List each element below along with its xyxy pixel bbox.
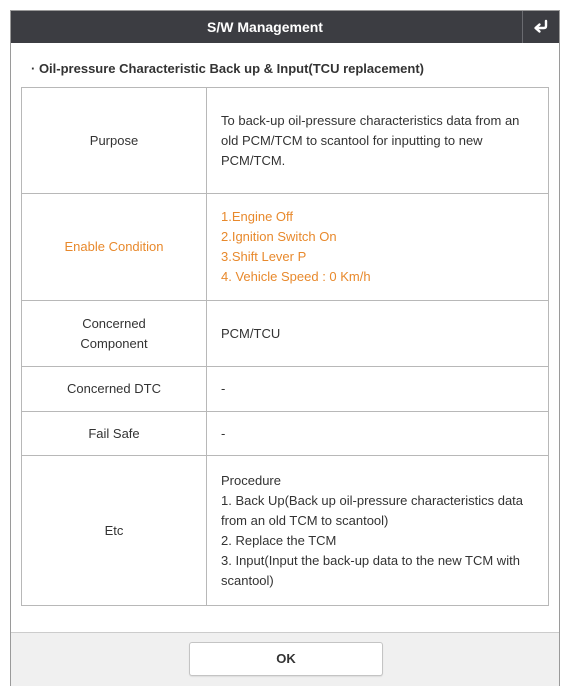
table-row-etc — [22, 456, 549, 606]
condition-line: 4. Vehicle Speed : 0 Km/h — [221, 269, 371, 284]
purpose-value — [207, 88, 549, 194]
concerned-component-label — [22, 301, 207, 367]
purpose-line: PCM/TCM. — [221, 152, 286, 168]
concerned-dtc-label: Concerned DTC — [22, 367, 207, 412]
table-row-fail-safe — [22, 412, 549, 456]
purpose-line: To back-up oil-pressure characteristics data from an — [221, 112, 520, 128]
etc-line: from an old TCM to scantool) — [221, 512, 389, 528]
purpose-line: old PCM/TCM to scantool for inputting to new — [221, 132, 483, 148]
concerned-component-label-line: Concerned — [82, 315, 146, 331]
ok-button[interactable]: OK — [189, 642, 383, 676]
etc-label: Etc — [22, 456, 207, 606]
concerned-component-label-line: Component — [80, 335, 148, 351]
etc-line: 3. Input(Input the back-up data to the new TCM with — [221, 552, 520, 568]
title-bar — [11, 11, 559, 43]
etc-line: Procedure — [221, 472, 281, 488]
dialog-footer — [11, 632, 559, 686]
table-row-enable-condition — [22, 194, 549, 301]
section-heading: · Oil-pressure Characteristic Back up & Input(TCU replacement) — [31, 61, 424, 76]
etc-line: 2. Replace the TCM — [221, 532, 337, 548]
sw-management-dialog — [10, 10, 560, 686]
etc-value — [207, 456, 549, 606]
table-row-concerned-dtc — [22, 367, 549, 412]
enable-condition-label: Enable Condition — [22, 194, 207, 301]
etc-line: scantool) — [221, 572, 274, 588]
fail-safe-value: - — [207, 412, 549, 456]
fail-safe-label: Fail Safe — [22, 412, 207, 456]
enable-condition-value — [207, 194, 549, 301]
return-arrow-icon — [532, 19, 550, 35]
etc-line: 1. Back Up(Back up oil-pressure characteristics data — [221, 492, 524, 508]
purpose-label: Purpose — [22, 88, 207, 194]
condition-line: 2.Ignition Switch On — [221, 229, 337, 244]
window-title: S/W Management — [207, 19, 323, 35]
condition-line: 3.Shift Lever P — [221, 249, 307, 264]
concerned-component-value: PCM/TCU — [207, 301, 549, 367]
condition-line: 1.Engine Off — [221, 209, 294, 224]
table-row-purpose — [22, 88, 549, 194]
info-table — [21, 87, 549, 606]
table-row-concerned-component — [22, 301, 549, 367]
concerned-dtc-value: - — [207, 367, 549, 412]
back-button[interactable] — [522, 11, 559, 43]
